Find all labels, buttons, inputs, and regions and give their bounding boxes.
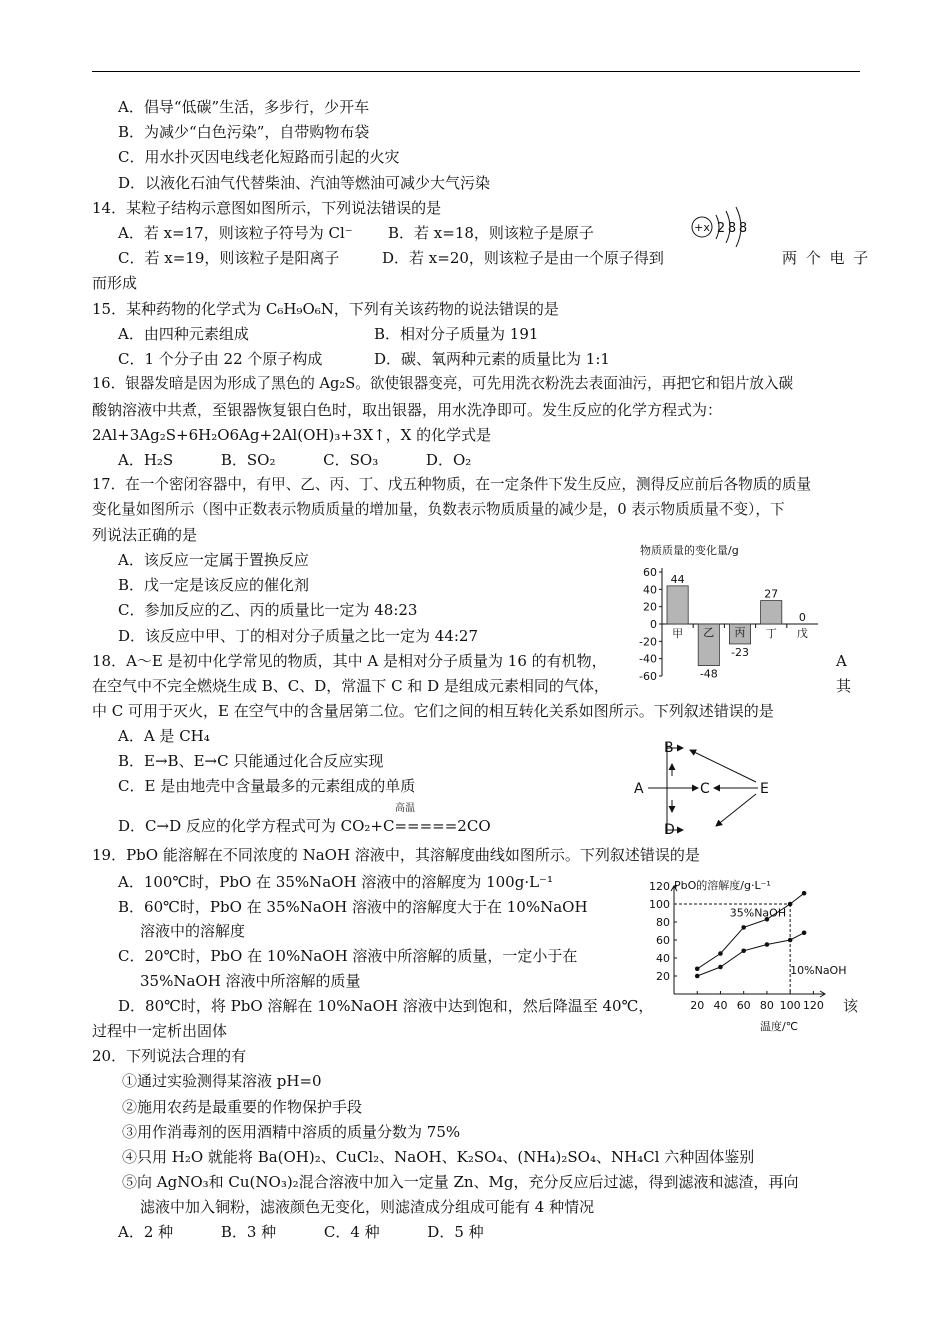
line-y-tick-label: 100 bbox=[649, 898, 670, 911]
line-y-tick-label: 120 bbox=[649, 880, 670, 893]
q14-option-d: D．若 x=20，则该粒子是由一个原子得到 bbox=[382, 249, 664, 267]
q19-option-a: A．100℃时，PbO 在 35%NaOH 溶液中的溶解度为 100g·L⁻¹ bbox=[118, 873, 553, 891]
q18-option-c: C．E 是由地壳中含量最多的元素组成的单质 bbox=[118, 777, 416, 795]
q17-line-1: 17．在一个密闭容器中，有甲、乙、丙、丁、戊五种物质，在一定条件下发生反应，测得反应前后各物质的质量 bbox=[92, 476, 812, 493]
q18-line-2-tail: 其 bbox=[836, 677, 852, 695]
bar-data-label: 0 bbox=[798, 611, 806, 624]
line-x-tick-label: 40 bbox=[713, 999, 728, 1012]
q19-option-c-line-1: C．20℃时，PbO 在 10%NaOH 溶液中所溶解的质量，一定小于在 bbox=[118, 947, 578, 965]
q19-option-d-line-2: 过程中一定析出固体 bbox=[92, 1022, 228, 1040]
q16-line-1: 16．银器发暗是因为形成了黑色的 Ag₂S。欲使银器变亮，可先用洗衣粉洗去表面油污，再把它和铝片放入碳 bbox=[92, 375, 794, 392]
q13-option-b: B．为减少“白色污染”，自带购物布袋 bbox=[118, 123, 370, 141]
shell-count-2: 8 bbox=[727, 221, 737, 236]
arrow-e-to-b bbox=[690, 750, 756, 782]
q16-options: A．H₂S B．SO₂ C．SO₃ D．O₂ bbox=[118, 451, 472, 469]
q14-option-d-tail: 两 个 电 子 bbox=[782, 249, 871, 267]
series-label: 10%NaOH bbox=[790, 964, 847, 978]
line-x-tick-label: 80 bbox=[759, 999, 774, 1012]
q16-line-3: 2Al+3Ag₂S+6H₂O6Ag+2Al(OH)₃+3X↑，X 的化学式是 bbox=[92, 426, 492, 444]
q13-option-a: A．倡导“低碳”生活，多步行，少开车 bbox=[118, 98, 370, 116]
q13-option-c: C．用水扑灭因电线老化短路而引起的火灾 bbox=[118, 148, 400, 166]
atom-structure-diagram bbox=[688, 207, 768, 251]
q14-option-a: A．若 x=17，则该粒子符号为 Cl⁻ bbox=[118, 224, 353, 242]
series-point bbox=[802, 891, 807, 896]
q15-option-c: C．1 个分子由 22 个原子构成 bbox=[118, 350, 323, 368]
q15-option-d: D．碳、氧两种元素的质量比为 1:1 bbox=[374, 350, 610, 368]
q20-statement-5-line-1: ⑤向 AgNO₃和 Cu(NO₃)₂混合溶液中加入一定量 Zn、Mg，充分反应后过滤，得到滤液和滤渣，再向 bbox=[122, 1173, 799, 1191]
node-d: D bbox=[664, 822, 675, 838]
bar-y-tick-label: 60 bbox=[643, 566, 657, 579]
series-point bbox=[695, 967, 700, 972]
bar-y-tick-label: 40 bbox=[643, 583, 657, 597]
bar-category-label: 丙 bbox=[734, 626, 746, 639]
q19-option-d-line-1: D．80℃时，将 PbO 溶解在 10%NaOH 溶液中达到饱和，然后降温至 40℃， bbox=[118, 997, 654, 1015]
series-point bbox=[695, 974, 700, 979]
q18-line-1: 18．A～E 是初中化学常见的物质，其中 A 是相对分子质量为 16 的有机物， bbox=[92, 652, 607, 670]
bar-y-tick-label: -40 bbox=[639, 652, 657, 666]
q19-option-b-line-2: 溶液中的溶解度 bbox=[140, 922, 246, 940]
line-y-tick-label: 40 bbox=[656, 952, 670, 965]
node-c: C bbox=[700, 781, 710, 797]
line-y-tick-label: 20 bbox=[656, 970, 670, 983]
bar-category-label: 戊 bbox=[796, 627, 808, 640]
bar-category-label: 丁 bbox=[765, 627, 777, 640]
series-point bbox=[788, 938, 793, 943]
q15-stem: 15．某种药物的化学式为 C₆H₉O₆N，下列有关该药物的说法错误的是 bbox=[92, 300, 559, 318]
q17-option-c: C．参加反应的乙、丙的质量比一定为 48:23 bbox=[118, 601, 418, 619]
bar-y-tick-label: -20 bbox=[639, 635, 657, 649]
q19-option-d-tail: 该 bbox=[843, 997, 859, 1015]
shell-count-3: 8 bbox=[738, 221, 748, 236]
nucleus-label: +x bbox=[694, 221, 710, 234]
q20-statement-5-line-2: 滤液中加入铜粉，滤液颜色无变化，则滤渣成分组成可能有 4 种情况 bbox=[140, 1198, 595, 1216]
q14-stem: 14．某粒子结构示意图如图所示，下列说法错误的是 bbox=[92, 199, 442, 217]
bar-y-tick-label: 0 bbox=[650, 618, 657, 631]
bar-data-label: 27 bbox=[764, 587, 779, 601]
node-e: E bbox=[760, 781, 769, 797]
series-point bbox=[718, 951, 723, 956]
q18-line-3: 中 C 可用于灭火，E 在空气中的含量居第二位。它们之间的相互转化关系如图所示。下列叙述错误的是 bbox=[92, 702, 774, 720]
q18-reaction-condition: 高温 bbox=[395, 803, 415, 814]
header-rule bbox=[92, 71, 860, 72]
line-chart-xlabel: 温度/℃ bbox=[760, 1020, 799, 1033]
q19-option-b-line-1: B．60℃时，PbO 在 35%NaOH 溶液中的溶解度大于在 10%NaOH bbox=[118, 898, 588, 916]
q17-line-2: 变化量如图所示（图中正数表示物质质量的增加量，负数表示物质质量的减少是，0 表示物质质量不变），下 bbox=[92, 501, 785, 518]
bar-y-tick-label: 20 bbox=[643, 600, 657, 614]
series-label: 35%NaOH bbox=[729, 906, 787, 920]
q17-option-d: D．该反应中甲、丁的相对分子质量之比一定为 44:27 bbox=[118, 627, 479, 645]
bar-data-label: -23 bbox=[731, 645, 749, 659]
q20-statement-3: ③用作消毒剂的医用酒精中溶质的质量分数为 75% bbox=[122, 1123, 461, 1141]
series-point bbox=[802, 931, 807, 936]
series-point bbox=[741, 925, 746, 930]
series-point bbox=[741, 949, 746, 954]
q17-option-a: A．该反应一定属于置换反应 bbox=[118, 551, 309, 569]
line-chart-title: PbO的溶解度/g·L⁻¹ bbox=[674, 879, 771, 892]
line-y-tick-label: 80 bbox=[656, 916, 670, 929]
q19-option-c-line-2: 35%NaOH 溶液中所溶解的质量 bbox=[140, 972, 361, 990]
q20-statement-1: ①通过实验测得某溶液 pH=0 bbox=[122, 1072, 322, 1090]
bar-y-tick-label: -60 bbox=[639, 670, 657, 683]
q14-option-c: C．若 x=19，则该粒子是阳离子 bbox=[118, 249, 340, 267]
q15-option-b: B．相对分子质量为 191 bbox=[374, 325, 539, 343]
bar-mark bbox=[761, 601, 782, 624]
bar-data-label: -48 bbox=[699, 667, 718, 681]
q18-option-d: D．C→D 反应的化学方程式可为 CO₂+C=====2CO bbox=[118, 817, 491, 835]
q19-stem: 19．PbO 能溶解在不同浓度的 NaOH 溶液中，其溶解度曲线如图所示。下列叙述错误的是 bbox=[92, 846, 700, 864]
q20-options: A．2 种 B．3 种 C．4 种 D．5 种 bbox=[118, 1223, 484, 1241]
q20-statement-4: ④只用 H₂O 就能将 Ba(OH)₂、CuCl₂、NaOH、K₂SO₄、(NH₄)₂SO₄、NH₄Cl 六种固体鉴别 bbox=[122, 1148, 755, 1166]
q18-option-b: B．E→B、E→C 只能通过化合反应实现 bbox=[118, 752, 384, 770]
q14-option-d-continued: 而形成 bbox=[92, 274, 138, 292]
bar-category-label: 乙 bbox=[703, 626, 715, 639]
node-a: A bbox=[634, 781, 644, 797]
series-point bbox=[788, 902, 793, 907]
q20-stem: 20．下列说法合理的有 bbox=[92, 1047, 247, 1065]
q20-statement-2: ②施用农药是最重要的作物保护手段 bbox=[122, 1098, 363, 1116]
bar-data-label: 44 bbox=[670, 572, 685, 586]
q16-line-2: 酸钠溶液中共煮，至银器恢复银白色时，取出银器，用水洗净即可。发生反应的化学方程式为： bbox=[92, 401, 723, 419]
q18-line-2: 在空气中不完全燃烧生成 B、C、D，常温下 C 和 D 是组成元素相同的气体， bbox=[92, 677, 609, 695]
conversion-relation-diagram bbox=[630, 738, 780, 838]
shell-count-1: 2 bbox=[716, 221, 726, 236]
series-point bbox=[718, 965, 723, 970]
mass-change-bar-chart bbox=[628, 542, 828, 687]
q18-line-1-tail: A bbox=[836, 652, 847, 670]
q14-option-b: B．若 x=18，则该粒子是原子 bbox=[388, 224, 594, 242]
bar-chart-title: 物质质量的变化量/g bbox=[640, 544, 739, 557]
q17-line-3: 列说法正确的是 bbox=[92, 526, 198, 544]
series-point bbox=[765, 942, 770, 947]
line-y-tick-label: 60 bbox=[656, 934, 670, 947]
q18-option-a: A．A 是 CH₄ bbox=[118, 727, 210, 745]
bar-category-label: 甲 bbox=[672, 627, 684, 640]
pbo-solubility-line-chart bbox=[640, 872, 845, 1037]
node-b: B bbox=[664, 740, 674, 756]
q17-option-b: B．戊一定是该反应的催化剂 bbox=[118, 576, 310, 594]
line-x-tick-label: 120 bbox=[802, 999, 824, 1012]
q15-option-a: A．由四种元素组成 bbox=[118, 325, 249, 343]
arrow-c-to-d bbox=[716, 794, 756, 826]
line-x-tick-label: 60 bbox=[736, 999, 751, 1012]
line-x-tick-label: 20 bbox=[690, 999, 705, 1012]
q13-option-d: D．以液化石油气代替柴油、汽油等燃油可减少大气污染 bbox=[118, 174, 491, 192]
bar-mark bbox=[667, 586, 688, 624]
line-x-tick-label: 100 bbox=[779, 999, 801, 1012]
